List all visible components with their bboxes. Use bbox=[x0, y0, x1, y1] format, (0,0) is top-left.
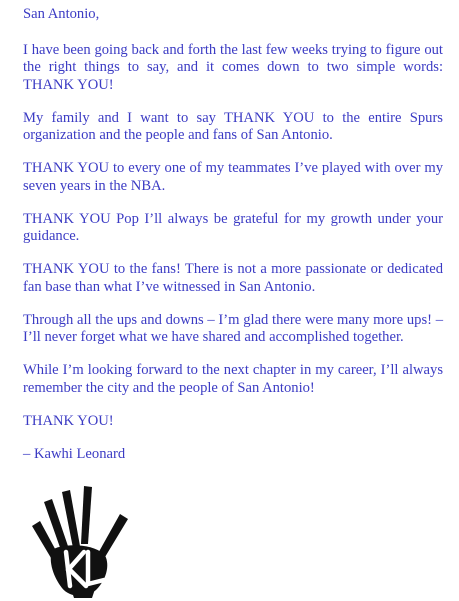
paragraph-ups-and-downs: Through all the ups and downs – I’m glad there were many more ups! – I’ll never forget what we have shared and accomplished together. bbox=[23, 311, 443, 345]
paragraph-teammates: THANK YOU to every one of my teammates I’ve played with over my seven years in the NBA. bbox=[23, 160, 443, 194]
paragraph-family: My family and I want to say THANK YOU to the entire Spurs organization and the people and fans of San Antonio. bbox=[23, 109, 443, 143]
letter-body bbox=[23, 6, 443, 479]
salutation: San Antonio, bbox=[23, 6, 100, 22]
paragraph-pop: THANK YOU Pop I’ll always be grateful for my growth under your guidance. bbox=[23, 210, 443, 244]
signature: – Kawhi Leonard bbox=[23, 445, 126, 462]
paragraph-fans: THANK YOU to the fans! There is not a more passionate or dedicated fan base than what I’ve witnessed in San Antonio. bbox=[23, 261, 443, 295]
paragraph-next-chapter: While I’m looking forward to the next chapter in my career, I’ll always remember the city and the people of San Antonio! bbox=[23, 362, 443, 396]
klaw-hand-logo-icon bbox=[30, 486, 140, 598]
paragraph-thank-you-intro: I have been going back and forth the last few weeks trying to figure out the right things to say, and it comes down to two simple words: THANK YOU! bbox=[23, 41, 443, 93]
closing: THANK YOU! bbox=[23, 412, 114, 429]
